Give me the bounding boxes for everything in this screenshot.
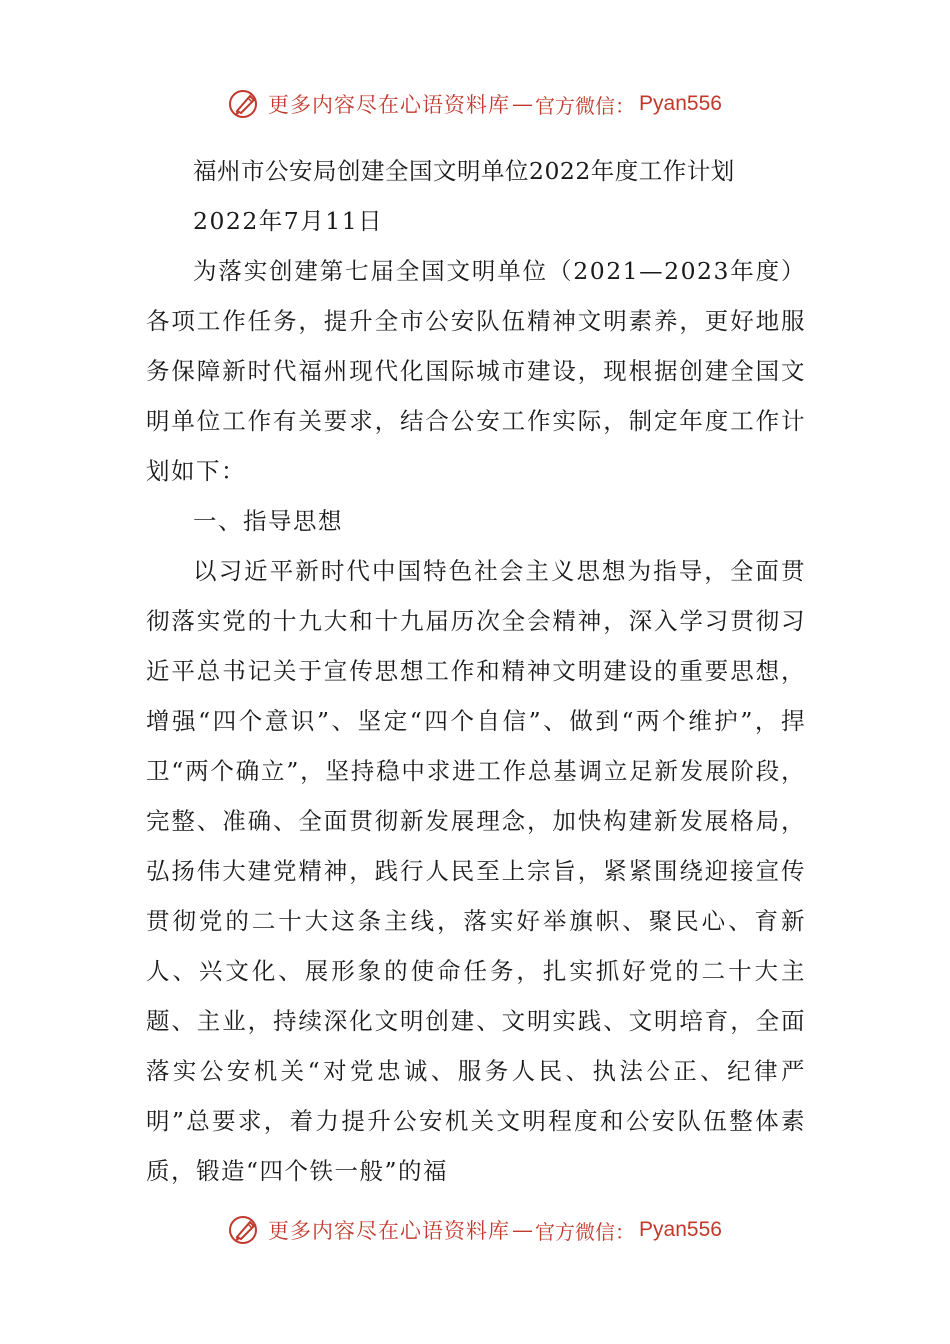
document-title: 福州市公安局创建全国文明单位2022年度工作计划 (193, 157, 735, 185)
document-body (146, 146, 806, 1196)
watermark-official-label: 官方微信： (535, 1219, 636, 1244)
watermark-banner-bottom (0, 1210, 950, 1250)
pen-nib-logo-icon (228, 1213, 262, 1247)
watermark-separator: — (512, 92, 534, 116)
watermark-official-label: 官方微信： (535, 93, 636, 118)
watermark-separator: — (512, 1218, 534, 1242)
watermark-wechat-id: Pyan556 (639, 92, 722, 115)
watermark-promo-text: 更多内容尽在心语资料库 (268, 93, 511, 117)
watermark-wechat-id: Pyan556 (639, 1218, 722, 1241)
watermark-promo-text: 更多内容尽在心语资料库 (268, 1219, 511, 1243)
document-date: 2022年7月11日 (193, 207, 384, 235)
section-heading: 一、指导思想 (193, 507, 343, 535)
section-paragraph: 以习近平新时代中国特色社会主义思想为指导，全面贯彻落实党的十九大和十九届历次全会精神，深入学习贯彻习近平总书记关于宣传思想工作和精神文明建设的重要思想，增强“四个意识”、坚定“四个自信”、做到“两个维护”，捍卫“两个确立”，坚持稳中求进工作总基调立足新发展阶段，完整、准确、全面贯彻新发展理念，加快构建新发展格局，弘扬伟大建党精神，践行人民至上宗旨，紧紧围绕迎接宣传贯彻党的二十大这条主线，落实好举旗帜、聚民心、育新人、兴文化、展形象的使命任务，扎实抓好党的二十大主题、主业，持续深化文明创建、文明实践、文明培育，全面落实公安机关“对党忠诚、服务人民、执法公正、纪律严明”总要求，着力提升公安机关文明程度和公安队伍整体素质，锻造“四个铁一般”的福 (146, 557, 806, 1185)
watermark-banner-top (0, 84, 950, 124)
pen-nib-logo-icon (228, 87, 262, 121)
intro-paragraph: 为落实创建第七届全国文明单位（2021—2023年度）各项工作任务，提升全市公安队伍精神文明素养，更好地服务保障新时代福州现代化国际城市建设，现根据创建全国文明单位工作有关要求，结合公安工作实际，制定年度工作计划如下： (146, 257, 806, 485)
